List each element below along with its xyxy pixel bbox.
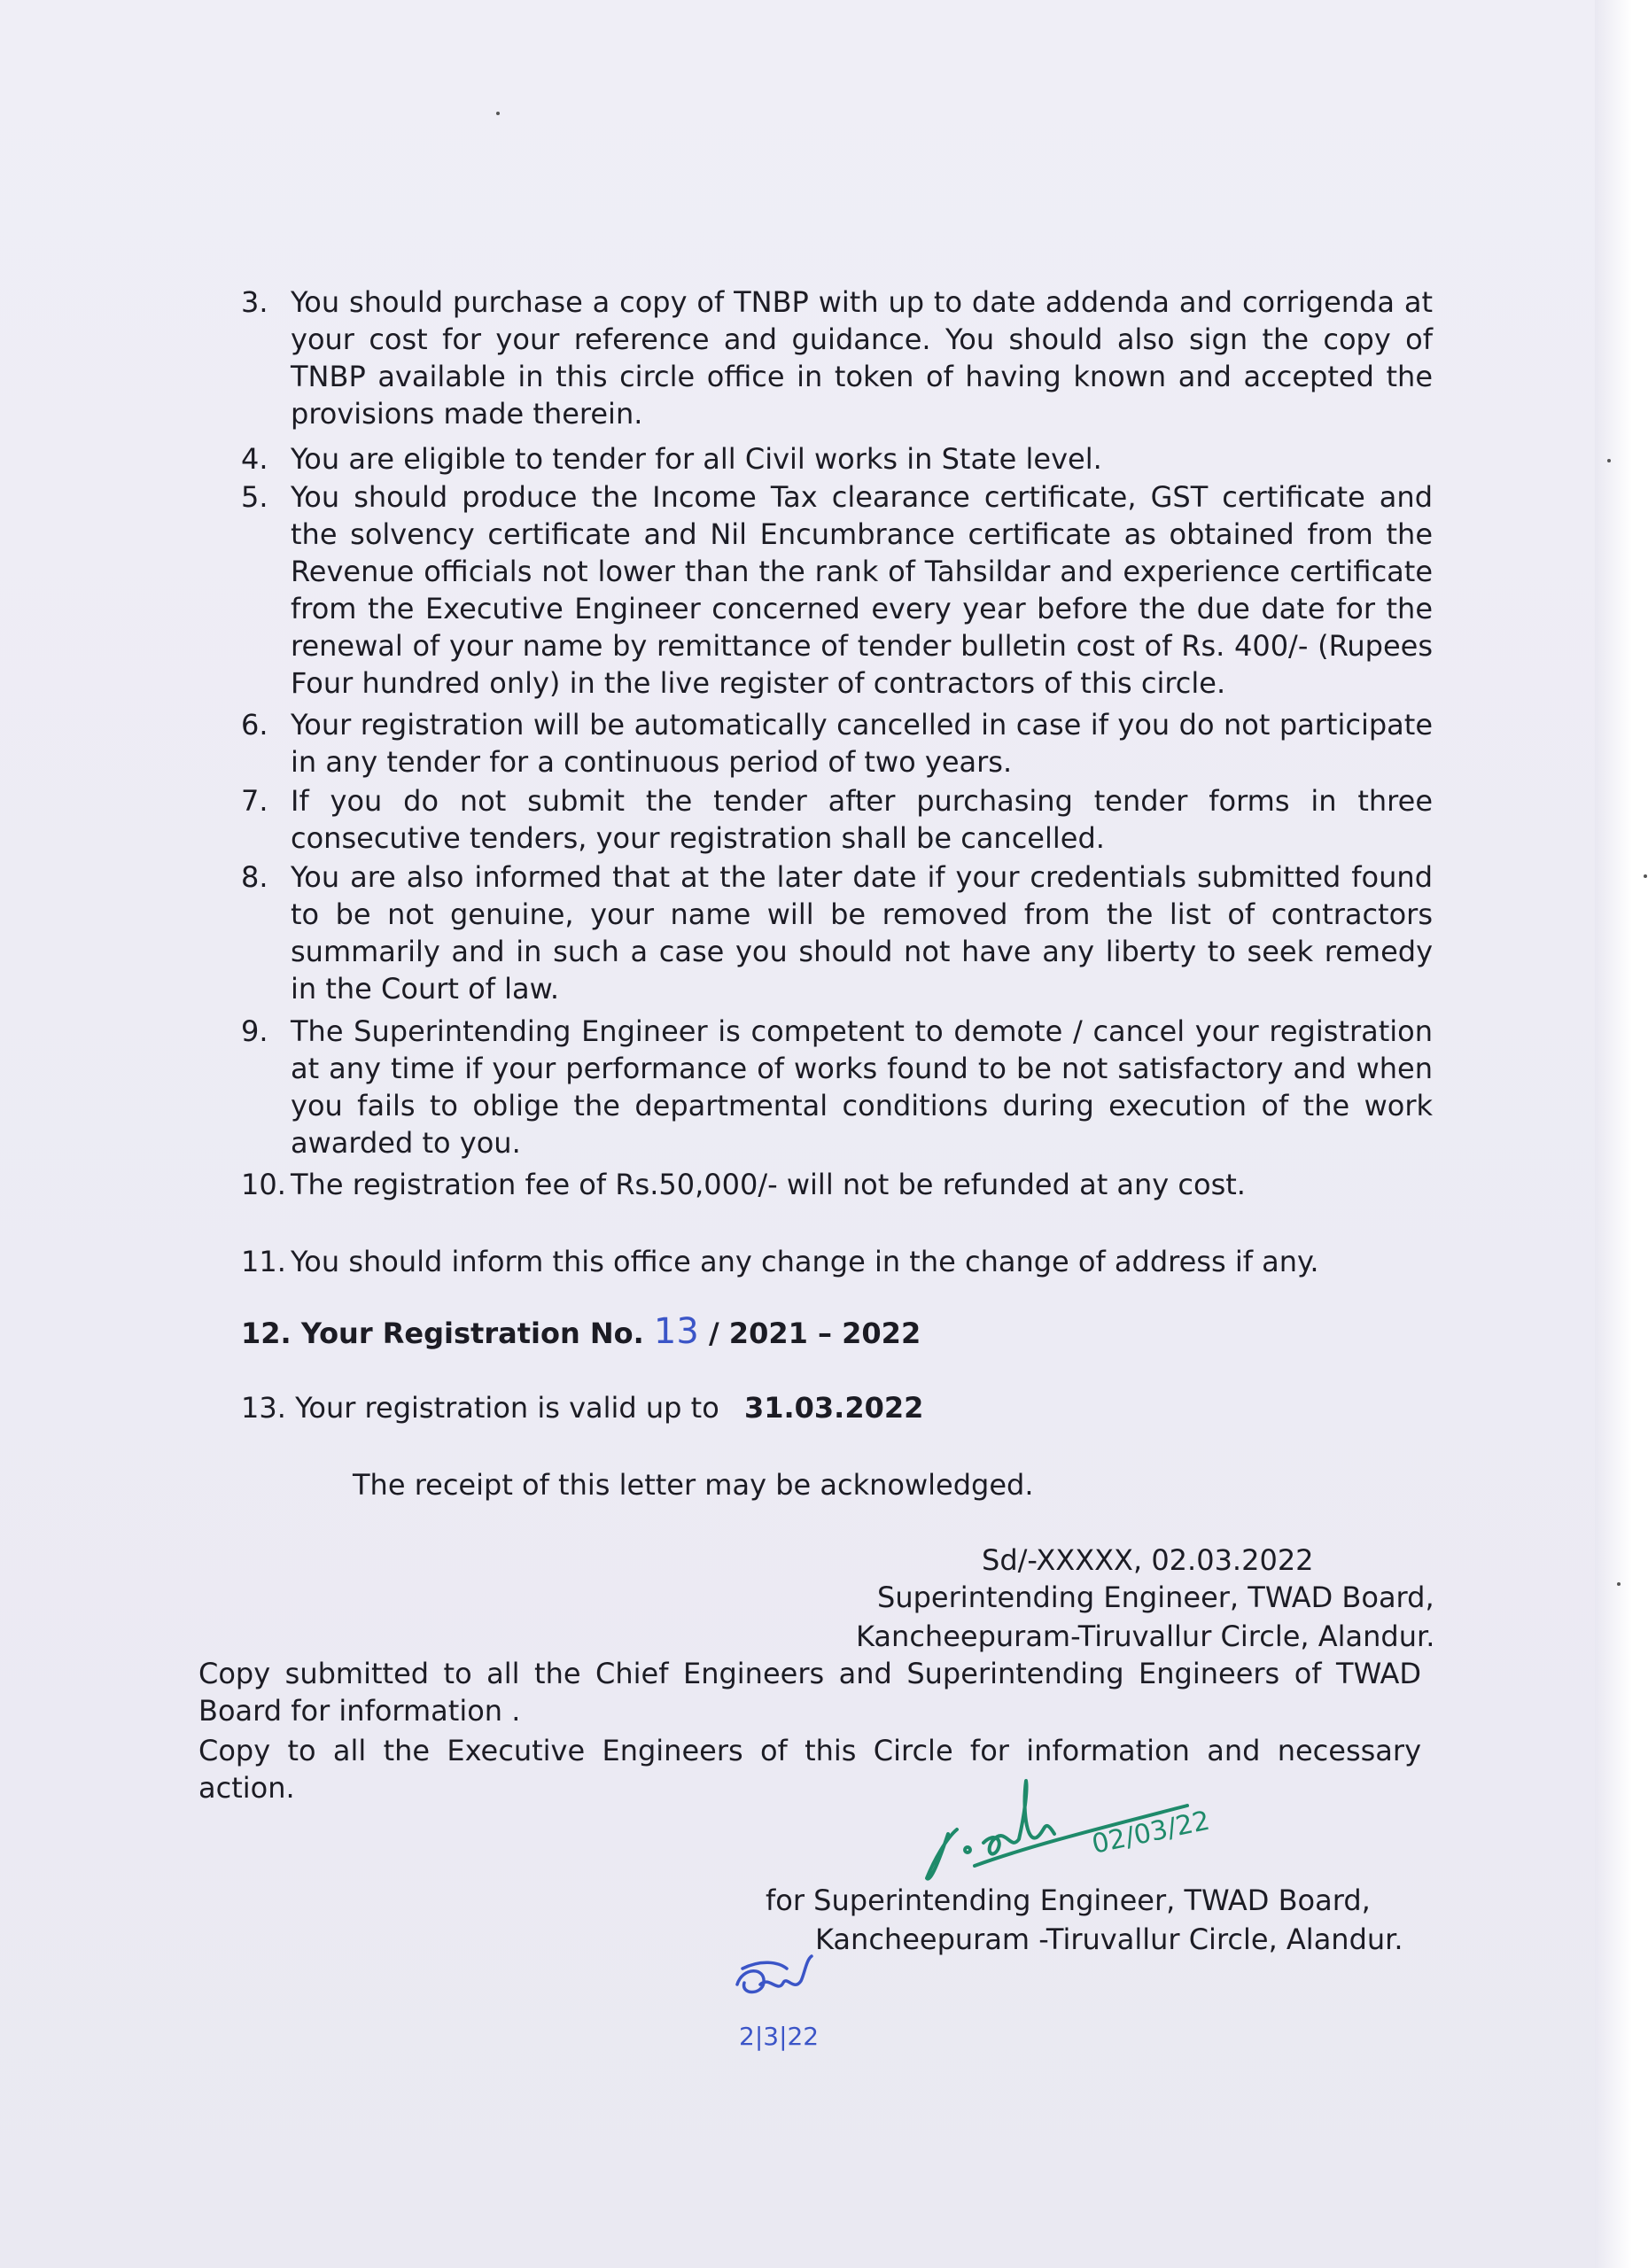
validity-line: 13. Your registration is valid up to 31.03.2022	[241, 1391, 924, 1425]
acknowledge-text: The receipt of this letter may be acknowledged.	[353, 1468, 1034, 1502]
page-edge	[1595, 0, 1648, 2268]
initials-stroke	[737, 1956, 812, 1992]
condition-5: 5. You should produce the Income Tax clearance certificate, GST certificate and the solvency certificate and Nil Encumbrance certificate as obtained from the Revenue officials not lower than the rank of Tahsildar and experience certificate from the Executive Engineer concerned every year before the due date for the renewal of your name by remittance of tender bulletin cost of Rs. 400/- (Rupees Four hundred only) in the live register of contractors of this circle.	[241, 480, 1433, 700]
condition-8: 8. You are also informed that at the later date if your credentials submitted found to be not genuine, your name will be removed from the list of contractors summarily and in such a case you should not have any liberty to seek remedy in the Court of law.	[241, 860, 1433, 1006]
copy-to-executive-engineers: Copy to all the Executive Engineers of this Circle for information and necessary action.	[198, 1734, 1421, 1805]
condition-11: 11. You should inform this office any change in the change of address if any.	[241, 1245, 1319, 1278]
sd-office: Kancheepuram-Tiruvallur Circle, Alandur.	[856, 1619, 1435, 1653]
handwritten-registration-number: 13	[653, 1311, 699, 1352]
signature-stroke	[965, 1847, 970, 1852]
signature-stroke	[927, 1829, 957, 1879]
handwritten-signature	[921, 1754, 1214, 1887]
initials-date: 2|3|22	[739, 2022, 820, 2051]
condition-10: 10. The registration fee of Rs.50,000/- will not be refunded at any cost.	[241, 1168, 1246, 1201]
condition-6: 6. Your registration will be automatically cancelled in case if you do not participate in any tender for a continuous period of two years.	[241, 708, 1433, 779]
condition-4: 4. You are eligible to tender for all Civil works in State level.	[241, 442, 1102, 476]
scan-speck	[1607, 459, 1611, 462]
condition-7: 7. If you do not submit the tender after purchasing tender forms in three consecutive tenders, your registration shall be cancelled.	[241, 784, 1433, 855]
signatory-designation: for Superintending Engineer, TWAD Board,	[766, 1884, 1371, 1917]
scan-speck	[496, 112, 500, 115]
handwritten-initials	[725, 1949, 867, 2064]
initials-stroke	[742, 1962, 787, 1969]
signature-date: 02/03/22	[1089, 1805, 1213, 1860]
condition-9: 9. The Superintending Engineer is competent to demote / cancel your registration at any time if your performance of works found to be not satisfactory and when you fails to oblige the departmental conditions during execution of the work awarded to you.	[241, 1014, 1433, 1160]
validity-date: 31.03.2022	[743, 1391, 924, 1425]
scan-speck	[1644, 874, 1647, 878]
registration-number-line: 12. Your Registration No. 13 / 2021 – 2022	[241, 1311, 921, 1352]
signatory-office: Kancheepuram -Tiruvallur Circle, Alandur.	[815, 1922, 1403, 1956]
condition-3: 3. You should purchase a copy of TNBP with up to date addenda and corrigenda at your cost for your reference and guidance. You should also sign the copy of TNBP available in this circle office in token of having known and accepted the provisions made therein.	[241, 285, 1433, 431]
sd-designation: Superintending Engineer, TWAD Board,	[877, 1581, 1434, 1614]
sd-line: Sd/-XXXXX, 02.03.2022	[982, 1543, 1314, 1577]
copy-to-chief-engineers: Copy submitted to all the Chief Engineers and Superintending Engineers of TWAD Board for information .	[198, 1657, 1421, 1728]
scan-speck	[1617, 1582, 1621, 1586]
